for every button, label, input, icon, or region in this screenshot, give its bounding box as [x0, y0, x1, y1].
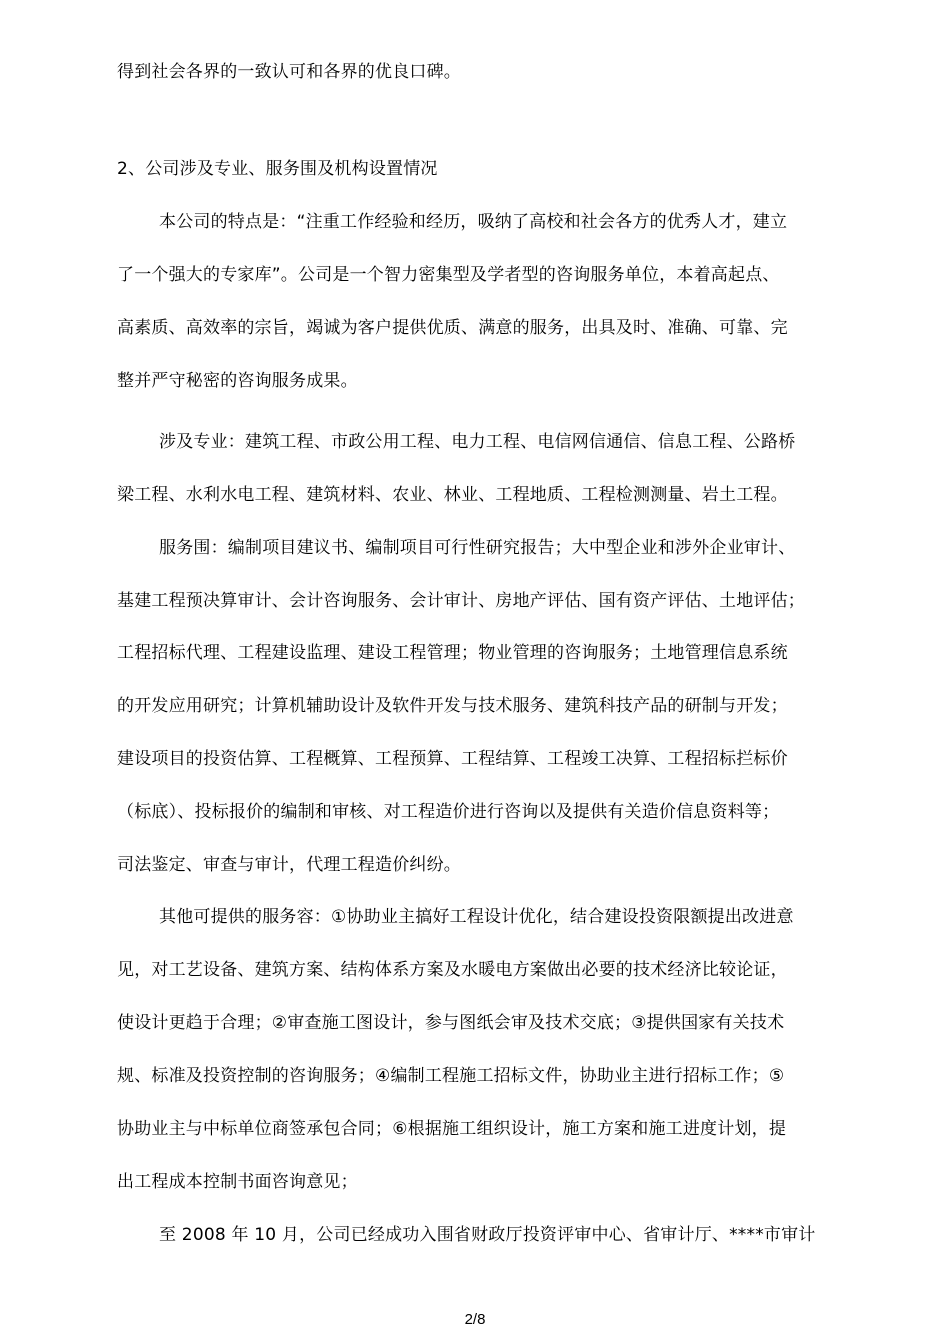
text-line: 其他可提供的服务容：①协助业主搞好工程设计优化，结合建设投资限额提出改进意 [159, 907, 794, 927]
text-line: 得到社会各界的一致认可和各界的优良口碑。 [117, 62, 461, 82]
text-line: 的开发应用研究；计算机辅助设计及软件开发与技术服务、建筑科技产品的研制与开发； [117, 696, 788, 716]
text-line: 基建工程预决算审计、会计咨询服务、会计审计、房地产评估、国有资产评估、土地评估； [117, 591, 805, 611]
text-line: 出工程成本控制书面咨询意见； [117, 1172, 358, 1192]
page-number: 2/8 [464, 1311, 486, 1328]
text-line: 整并严守秘密的咨询服务成果。 [117, 371, 358, 391]
text-line: 司法鉴定、审查与审计，代理工程造价纠纷。 [117, 855, 461, 875]
text-line: 服务围：编制项目建议书、编制项目可行性研究报告；大中型企业和涉外企业审计、 [159, 538, 796, 558]
text-line: 涉及专业：建筑工程、市政公用工程、电力工程、电信网信通信、信息工程、公路桥 [159, 432, 796, 452]
text-line: 梁工程、水利水电工程、建筑材料、农业、林业、工程地质、工程检测测量、岩土工程。 [117, 485, 788, 505]
text-line: 工程招标代理、工程建设监理、建设工程管理；物业管理的咨询服务；土地管理信息系统 [117, 643, 788, 663]
text-line: 本公司的特点是：“注重工作经验和经历，吸纳了高校和社会各方的优秀人才，建立 [159, 212, 788, 232]
section-heading: 2、公司涉及专业、服务围及机构设置情况 [117, 159, 438, 179]
text-line: 高素质、高效率的宗旨，竭诚为客户提供优质、满意的服务，出具及时、准确、可靠、完 [117, 318, 788, 338]
text-line: （标底）、投标报价的编制和审核、对工程造价进行咨询以及提供有关造价信息资料等； [117, 802, 780, 822]
text-line: 规、标准及投资控制的咨询服务；④编制工程施工招标文件，协助业主进行招标工作；⑤ [117, 1066, 785, 1086]
text-line: 了一个强大的专家库”。公司是一个智力密集型及学者型的咨询服务单位，本着高起点、 [117, 265, 780, 285]
text-line: 见，对工艺设备、建筑方案、结构体系方案及水暖电方案做出必要的技术经济比较论证， [117, 960, 788, 980]
text-line: 至 2008 年 10 月，公司已经成功入围省财政厅投资评审中心、省审计厅、****市审计 [159, 1225, 816, 1245]
text-line: 使设计更趋于合理；②审查施工图设计，参与图纸会审及技术交底；③提供国家有关技术 [117, 1013, 785, 1033]
text-line: 建设项目的投资估算、工程概算、工程预算、工程结算、工程竣工决算、工程招标拦标价 [117, 749, 788, 769]
text-line: 协助业主与中标单位商签承包合同；⑥根据施工组织设计，施工方案和施工进度计划，提 [117, 1119, 787, 1139]
